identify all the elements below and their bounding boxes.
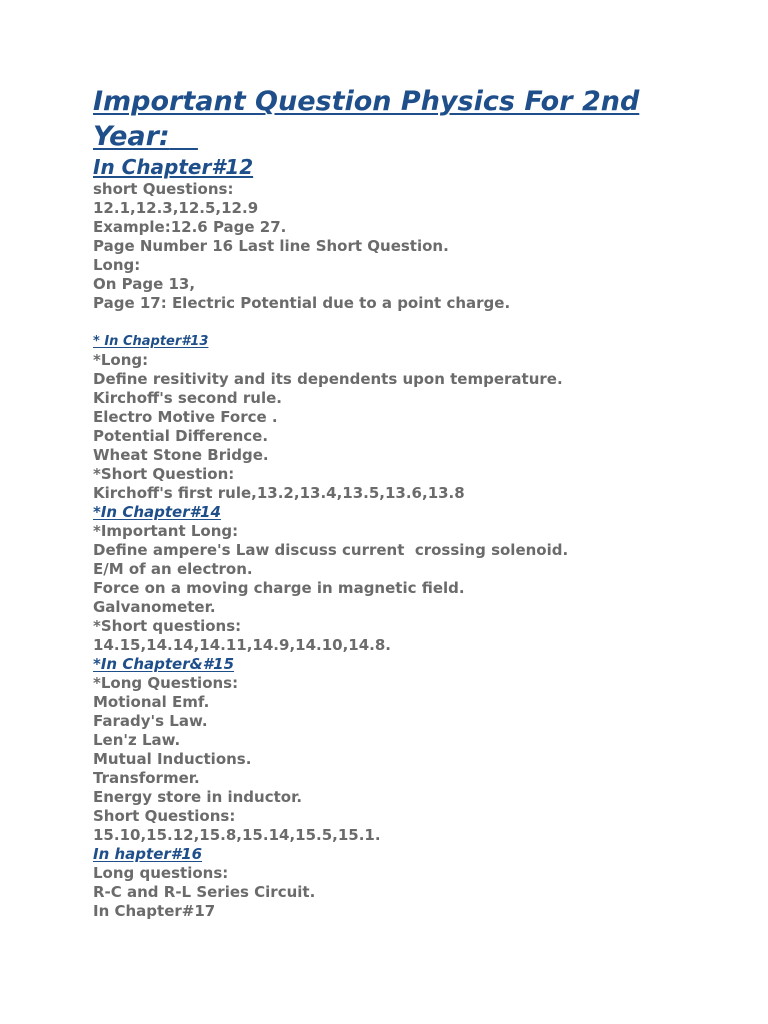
text-line: 14.15,14.14,14.11,14.9,14.10,14.8. xyxy=(93,636,391,654)
text-line: Define resitivity and its dependents upon temperature. xyxy=(93,370,563,388)
text-line: Force on a moving charge in magnetic field. xyxy=(93,579,465,597)
text-line: R-C and R-L Series Circuit. xyxy=(93,883,316,901)
text-line: Example:12.6 Page 27. xyxy=(93,218,287,236)
blank-line xyxy=(93,313,743,332)
text-line: Len'z Law. xyxy=(93,731,181,749)
text-line: 15.10,15.12,15.8,15.14,15.5,15.1. xyxy=(93,826,381,844)
title-line-2: Year: xyxy=(93,121,170,152)
chapter-12-content xyxy=(93,180,743,313)
chapter-13-content xyxy=(93,351,743,503)
text-line: *Short Question: xyxy=(93,465,235,483)
text-line: On Page 13, xyxy=(93,275,196,293)
text-line: Mutual Inductions. xyxy=(93,750,252,768)
text-line: *Long Questions: xyxy=(93,674,239,692)
chapter-13-heading: * In Chapter#13 xyxy=(93,334,209,349)
text-line: Electro Motive Force . xyxy=(93,408,278,426)
text-line: Page Number 16 Last line Short Question. xyxy=(93,237,449,255)
text-line: Galvanometer. xyxy=(93,598,216,616)
chapter-14-heading: *In Chapter#14 xyxy=(93,503,221,521)
text-line: Transformer. xyxy=(93,769,200,787)
text-line: Kirchoff's second rule. xyxy=(93,389,282,407)
chapter-15-heading: *In Chapter&#15 xyxy=(93,655,235,673)
chapter-16-content xyxy=(93,864,743,921)
chapter-14-content xyxy=(93,522,743,655)
chapter-15-content xyxy=(93,674,743,845)
text-line: *Important Long: xyxy=(93,522,239,540)
document-title xyxy=(93,84,743,154)
text-line: Farady's Law. xyxy=(93,712,208,730)
text-line: Short Questions: xyxy=(93,807,236,825)
chapter-12-heading: In Chapter#12 xyxy=(93,155,254,179)
text-line: Kirchoff's first rule,13.2,13.4,13.5,13.6,13.8 xyxy=(93,484,465,502)
text-line: Wheat Stone Bridge. xyxy=(93,446,269,464)
chapter-16-heading: In hapter#16 xyxy=(93,845,203,863)
text-line: Define ampere's Law discuss current crossing solenoid. xyxy=(93,541,569,559)
text-line: Motional Emf. xyxy=(93,693,210,711)
title-line-1: Important Question Physics For 2nd xyxy=(93,86,640,117)
text-line: *Long: xyxy=(93,351,149,369)
text-line: Long questions: xyxy=(93,864,229,882)
text-line: In Chapter#17 xyxy=(93,902,216,920)
text-line: E/M of an electron. xyxy=(93,560,253,578)
text-line: *Short questions: xyxy=(93,617,242,635)
text-line: Energy store in inductor. xyxy=(93,788,303,806)
document-page xyxy=(93,84,743,921)
text-line: 12.1,12.3,12.5,12.9 xyxy=(93,199,259,217)
text-line: Page 17: Electric Potential due to a point charge. xyxy=(93,294,511,312)
text-line: Long: xyxy=(93,256,141,274)
text-line: short Questions: xyxy=(93,180,234,198)
text-line: Potential Difference. xyxy=(93,427,269,445)
